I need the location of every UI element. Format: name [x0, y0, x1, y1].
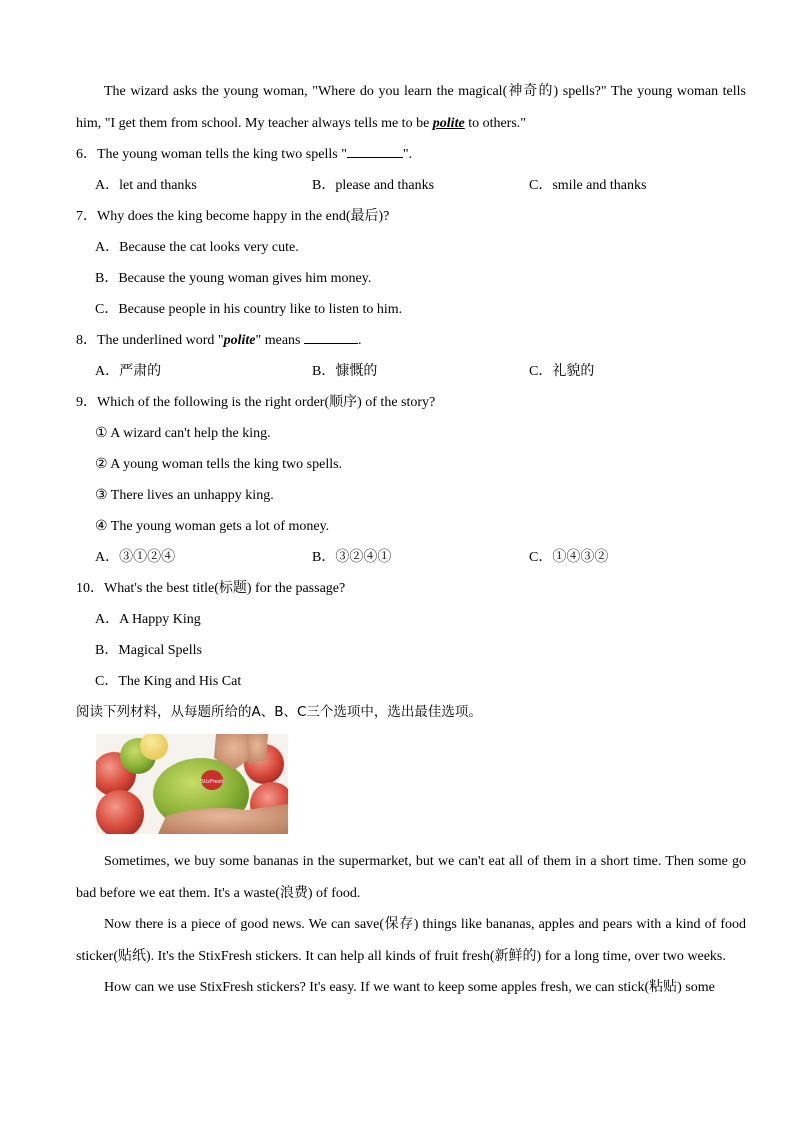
question-8-options: [76, 356, 746, 387]
underlined-word-polite: polite: [432, 115, 465, 131]
option-c: C．礼貌的: [529, 364, 595, 379]
option-a: A．③①②④: [95, 550, 176, 565]
section-instruction: 阅读下列材料，从每题所给的A、B、C三个选项中，选出最佳选项。: [76, 704, 482, 720]
answer-blank: [347, 145, 403, 158]
story-event-3: ③ There lives an unhappy king.: [95, 488, 274, 503]
option-a: A．let and thanks: [95, 178, 197, 193]
answer-blank: [304, 331, 358, 344]
option-a: A．Because the cat looks very cute.: [95, 240, 299, 255]
option-a: A．A Happy King: [95, 612, 201, 627]
option-b: B．③②④①: [312, 550, 392, 565]
passage-paragraph-1: Sometimes, we buy some bananas in the supermarket, but we can't eat all of them in a short time. Then some go bad before we eat them. It's a waste(浪费) of food.: [76, 854, 746, 901]
question-8-stem: 8．The underlined word "polite" means .: [76, 333, 362, 348]
option-c: C．①④③②: [529, 550, 609, 565]
option-b: B．Because the young woman gives him money.: [95, 271, 372, 286]
question-7-stem: 7．Why does the king become happy in the end(最后)?: [76, 209, 390, 224]
worksheet-page: [76, 76, 746, 1004]
story-paragraph: The wizard asks the young woman, "Where do you learn the magical(神奇的) spells?" The young woman tells him, "I get them from school. My teacher always tells me to be polite to others.": [76, 84, 746, 131]
fruit-sticker-photo: [96, 734, 288, 834]
question-9-options: [76, 542, 746, 573]
question-10-stem: 10．What's the best title(标题) for the passage?: [76, 581, 346, 596]
question-6-stem: 6．The young woman tells the king two spells " ".: [76, 147, 413, 162]
story-event-4: ④ The young woman gets a lot of money.: [95, 519, 330, 534]
option-c: C．The King and His Cat: [95, 674, 242, 689]
option-b: B．Magical Spells: [95, 643, 202, 658]
story-event-2: ② A young woman tells the king two spells.: [95, 457, 343, 472]
option-a: A．严肃的: [95, 364, 162, 379]
story-event-1: ① A wizard can't help the king.: [95, 426, 271, 441]
option-b: B．慷慨的: [312, 364, 378, 379]
option-c: C．smile and thanks: [529, 178, 647, 193]
passage-paragraph-2: Now there is a piece of good news. We can save(保存) things like bananas, apples and pears with a kind of food sticker(贴纸). It's the StixFresh stickers. It can help all kinds of fruit fresh(新鲜的) for a long time, over two weeks.: [76, 917, 746, 964]
sticker-brand: StixFresh: [200, 779, 224, 785]
option-c: C．Because people in his country like to listen to him.: [95, 302, 403, 317]
option-b: B．please and thanks: [312, 178, 435, 193]
polite-word: polite: [223, 333, 256, 348]
question-9-stem: 9．Which of the following is the right order(顺序) of the story?: [76, 395, 436, 410]
question-6-options: [76, 170, 746, 201]
passage-paragraph-3: How can we use StixFresh stickers? It's easy. If we want to keep some apples fresh, we can stick(粘贴) some: [104, 980, 715, 995]
